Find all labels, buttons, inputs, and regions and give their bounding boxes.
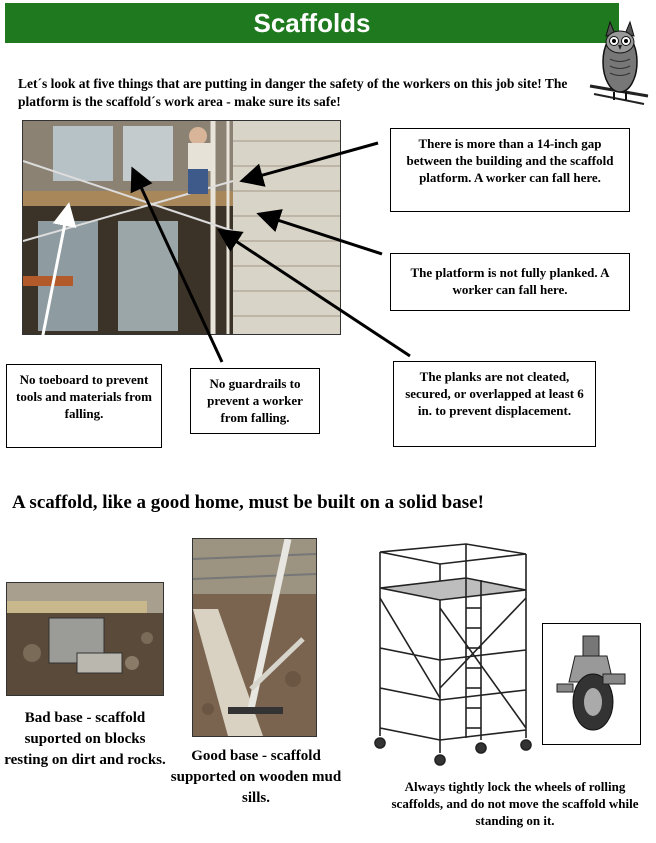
arrow-planked — [262, 215, 382, 254]
callout-toeboard: No toeboard to prevent tools and materials from falling. — [6, 364, 162, 448]
page-title: Scaffolds — [253, 8, 371, 38]
arrow-cleated — [222, 232, 410, 356]
caption-good-base: Good base - scaffold supported on wooden mud sills. — [170, 748, 342, 806]
caption-bad-base: Bad base - scaffold suported on blocks resting on dirt and rocks. — [4, 710, 166, 768]
rolling-scaffold-drawing — [366, 538, 538, 770]
bad-base-photo — [6, 582, 164, 696]
arrow-gap — [245, 143, 378, 180]
section-heading: A scaffold, like a good home, must be built on a solid base! — [12, 492, 484, 513]
callout-guardrails: No guardrails to prevent a worker from falling. — [190, 368, 320, 434]
good-base-photo — [192, 538, 317, 737]
callout-cleated: The planks are not cleated, secured, or overlapped at least 6 in. to prevent displacement. — [393, 361, 596, 447]
callout-gap: There is more than a 14-inch gap between the building and the scaffold platform. A worker can fall here. — [390, 128, 630, 212]
caption-wheels: Always tightly lock the wheels of rolling scaffolds, and do not move the scaffold while standing on it. — [391, 779, 639, 828]
arrow-toeboard — [38, 208, 68, 360]
arrow-guardrails — [134, 172, 222, 362]
callout-planked: The platform is not fully planked. A worker can fall here. — [390, 253, 630, 311]
intro-text: Let´s look at five things that are putting in danger the safety of the workers on this job site! The platform is the scaffold´s work area - make sure its safe! — [18, 76, 568, 109]
locking-wheel-photo — [542, 623, 641, 745]
